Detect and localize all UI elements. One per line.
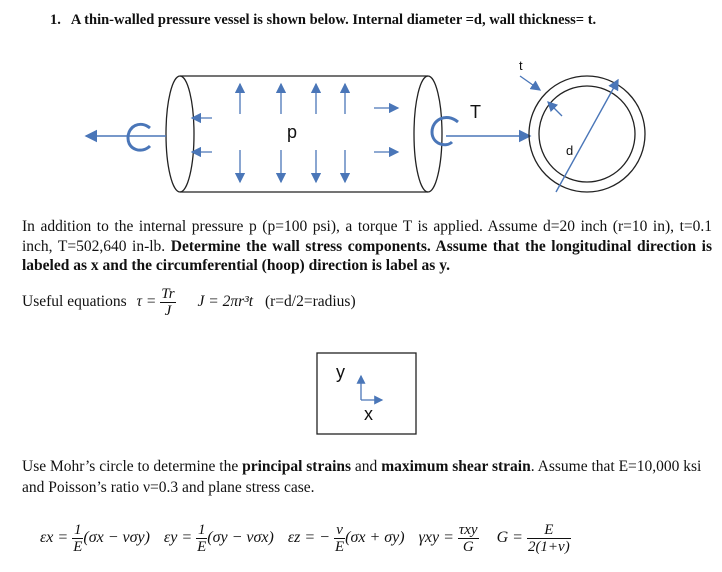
right-torque-icon	[432, 117, 458, 144]
diameter-label: d	[566, 143, 574, 158]
tau-lhs: τ =	[136, 293, 157, 311]
g-lhs: G =	[496, 529, 523, 547]
paragraph-text: In addition to the internal pressure p (p=100 psi), a torque T is applied. Assume d=20 inch (r=10 in), t=0.1 inch, T=502,640 in-lb.	[22, 218, 712, 255]
mohr-instruction	[22, 456, 712, 498]
mohr-text-1: Use Mohr’s circle to determine the	[22, 458, 243, 475]
gxy-denominator: G	[462, 539, 474, 555]
ey-rhs: (σy − νσx)	[207, 529, 274, 547]
ez-rhs: (σx + σy)	[345, 529, 405, 547]
paragraph-bold-text: Determine the wall stress components. Assume that the longitudinal direction is labeled as x and the circumferential (hoop) direction is label as y.	[22, 237, 713, 274]
pressure-label: p	[287, 122, 298, 142]
question-title	[50, 12, 596, 29]
g-fraction	[527, 522, 571, 555]
torque-label: T	[470, 102, 481, 122]
tau-denominator: J	[164, 303, 172, 319]
ex-fraction	[72, 522, 83, 555]
vessel-right-end	[414, 76, 442, 192]
question-number: 1.	[50, 12, 61, 28]
ex-denominator: E	[73, 539, 83, 555]
cross-section-outer	[529, 76, 645, 192]
ex-rhs: (σx − νσy)	[83, 529, 150, 547]
gxy-numerator: τxy	[458, 522, 478, 538]
ex-numerator: 1	[74, 522, 82, 538]
ez-fraction	[334, 522, 345, 555]
mohr-bold-2: maximum shear strain	[381, 458, 531, 475]
pressure-vessel-figure	[0, 50, 722, 215]
diameter-arrow	[556, 80, 618, 192]
ey-lhs: εy =	[163, 529, 193, 547]
thickness-label: t	[519, 58, 523, 73]
ez-denominator: E	[334, 539, 345, 555]
useful-label: Useful equations	[22, 293, 127, 311]
vessel-left-end	[166, 76, 194, 192]
gxy-lhs: γxy =	[418, 529, 454, 547]
tau-numerator: Tr	[161, 286, 175, 302]
ey-fraction	[196, 522, 207, 555]
g-denominator: 2(1+ν)	[527, 539, 570, 555]
y-axis-label: y	[336, 362, 345, 382]
mohr-bold-1: principal strains	[242, 458, 352, 475]
ey-denominator: E	[197, 539, 207, 555]
mohr-text-2: and	[351, 458, 382, 475]
ez-lhs: εz = −	[287, 529, 330, 547]
mohr-text-3: . Assume that E=10,000 ksi and Poisson’s ratio ν=0.3 and plane stress case.	[22, 458, 702, 496]
g-numerator: E	[527, 522, 571, 539]
tau-fraction	[160, 286, 175, 319]
useful-equations	[22, 286, 356, 319]
question-text: A thin-walled pressure vessel is shown below. Internal diameter =d, wall thickness= t.	[70, 12, 597, 28]
x-axis-label: x	[364, 404, 373, 424]
strain-equations	[40, 522, 571, 555]
j-equation: J = 2πr³t	[197, 293, 254, 311]
problem-paragraph	[22, 217, 712, 276]
axes-diagram	[316, 352, 418, 436]
radius-note: (r=d/2=radius)	[264, 293, 356, 311]
ex-lhs: εx =	[40, 529, 69, 547]
gxy-fraction	[458, 522, 479, 555]
cross-section-inner	[539, 86, 635, 182]
ez-numerator: ν	[334, 522, 345, 539]
thickness-arrow-inner	[548, 102, 562, 116]
thickness-arrow-outer	[520, 76, 540, 90]
ey-numerator: 1	[197, 522, 206, 538]
left-torque-icon	[128, 124, 150, 150]
